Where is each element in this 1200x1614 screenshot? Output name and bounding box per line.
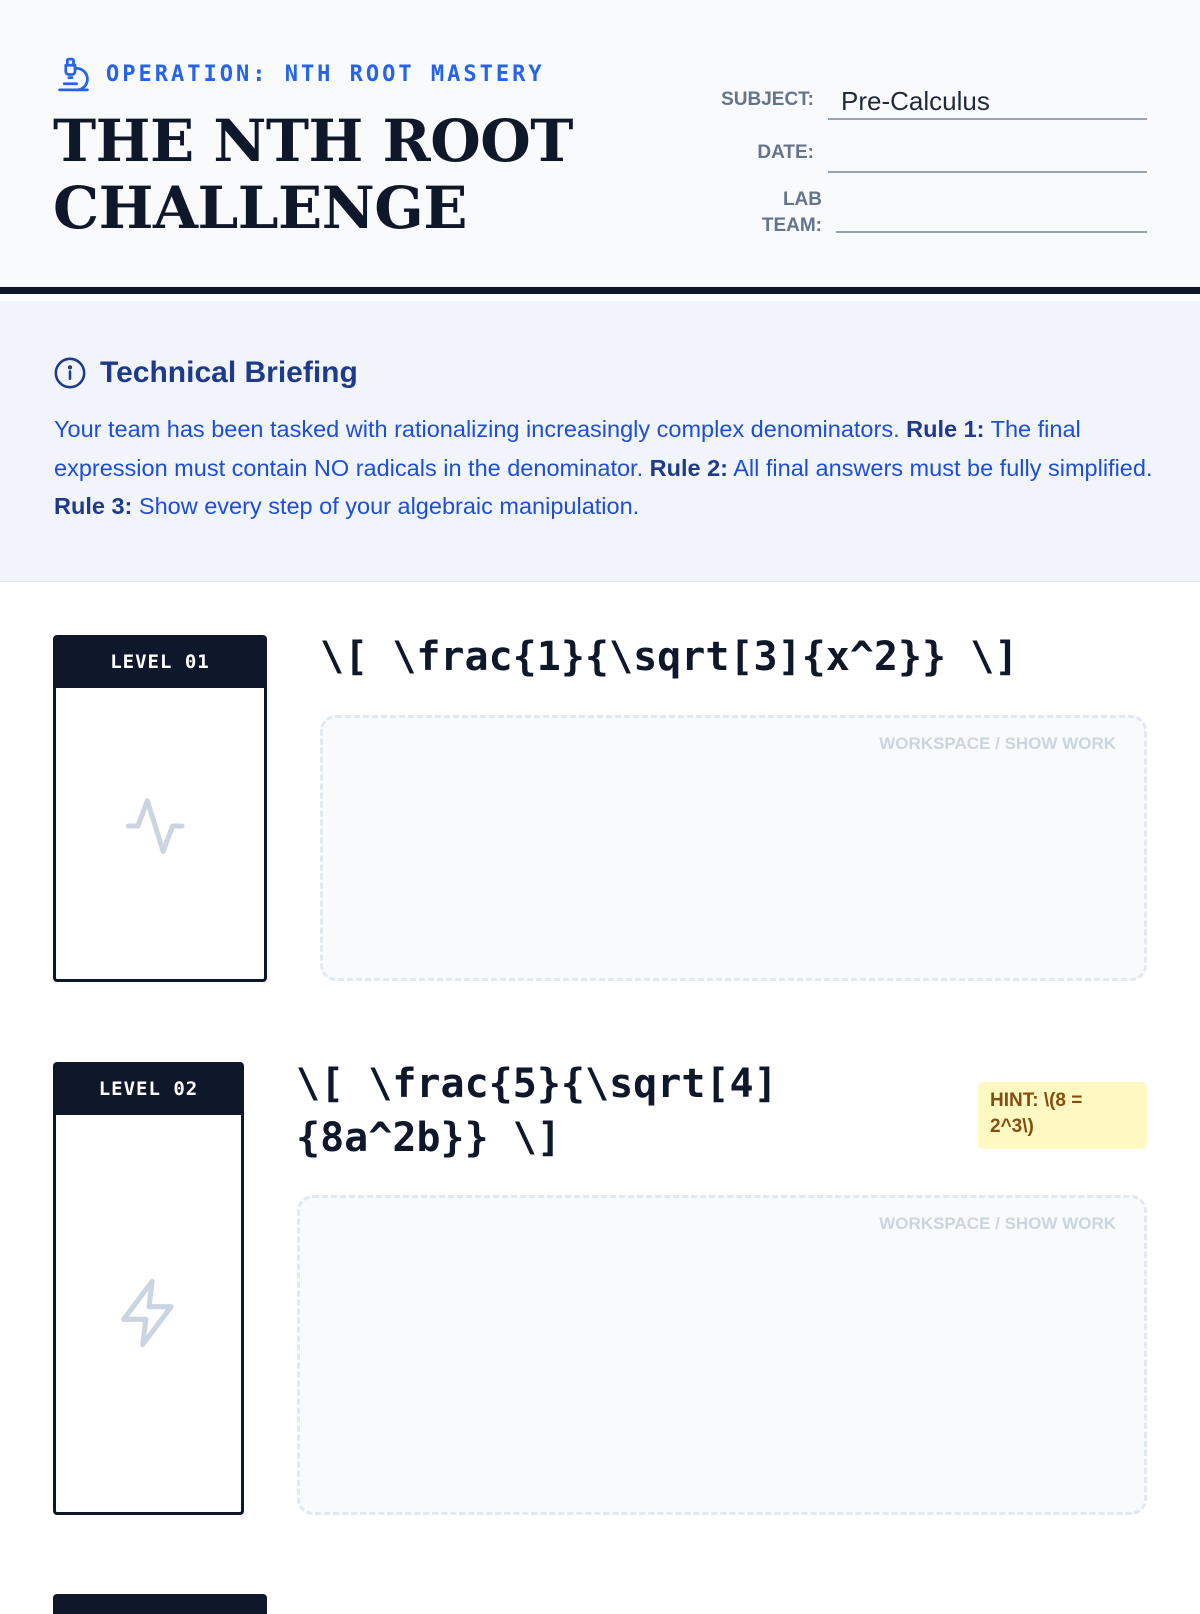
hint-line-1: HINT: \(8 = [990,1090,1083,1111]
page-title [53,108,653,242]
info-icon [53,356,87,390]
title-line-1: THE NTH ROOT [53,107,573,175]
rule-3-text: Show every step of your algebraic manipulation. [138,493,640,519]
subject-label: SUBJECT: [721,89,814,110]
date-field[interactable] [828,135,1147,173]
level-02-problem-line-2: {8a^2b}} \] [296,1115,561,1161]
operation-line [55,56,545,93]
briefing-text [54,410,1154,526]
workspace-label: WORKSPACE / SHOW WORK [879,1214,1116,1233]
hint-box [978,1082,1147,1149]
subject-field[interactable]: Pre-Calculus [828,82,1147,120]
rule-2-label: Rule 2: [649,454,728,481]
hint-line-2: 2^3\) [990,1116,1034,1137]
team-label-line-2: TEAM: [761,215,822,236]
level-02-problem [296,1057,856,1165]
level-02-workspace[interactable] [297,1195,1147,1515]
team-field[interactable] [836,195,1147,233]
level-02-problem-line-1: \[ \frac{5}{\sqrt[4] [296,1061,778,1107]
rule-1-text: The final expression must contain NO radicals in the denominator. [54,416,1081,481]
workspace-label: WORKSPACE / SHOW WORK [879,734,1116,753]
microscope-icon [55,56,92,93]
team-label-line-1: LAB [782,189,822,210]
title-line-2: CHALLENGE [53,174,467,242]
briefing-intro: Your team has been tasked with rationalizing increasingly complex denominators. [54,416,900,442]
level-01-workspace[interactable] [320,715,1147,981]
rule-3-label: Rule 3: [54,493,133,519]
activity-icon [122,788,198,864]
worksheet-header [0,0,1200,294]
level-03-card-top [53,1594,267,1614]
briefing-heading [53,356,358,390]
briefing-title: Technical Briefing [100,356,358,389]
team-label [700,187,822,239]
lightning-icon [111,1275,187,1351]
level-02-card [53,1062,244,1515]
rule-2-text: All final answers must be fully simplified. [733,454,1153,481]
level-02-tag: LEVEL 02 [56,1065,241,1115]
level-01-tag: LEVEL 01 [56,638,264,688]
date-label: DATE: [757,142,814,163]
level-01-problem: \[ \frac{1}{\sqrt[3]{x^2}} \] [320,634,1019,680]
rule-1-label: Rule 1: [906,416,985,442]
level-01-card [53,635,267,982]
technical-briefing [0,301,1200,582]
operation-label: OPERATION: NTH ROOT MASTERY [106,62,545,87]
